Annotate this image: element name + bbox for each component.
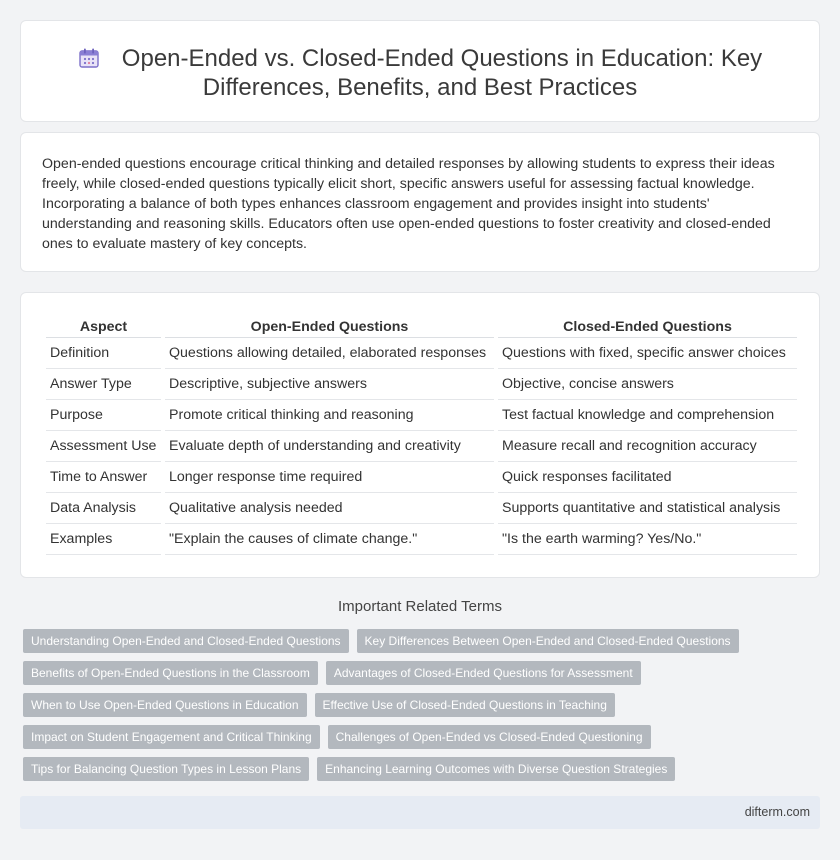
related-term-tag[interactable]: Advantages of Closed-Ended Questions for Assessment — [326, 661, 641, 685]
related-term-tag[interactable]: Impact on Student Engagement and Critical Thinking — [23, 725, 320, 749]
row-open: Promote critical thinking and reasoning — [165, 400, 494, 431]
related-term-tag[interactable]: When to Use Open-Ended Questions in Education — [23, 693, 307, 717]
row-closed: Quick responses facilitated — [498, 462, 797, 493]
intro-paragraph: Open-ended questions encourage critical thinking and detailed responses by allowing students to express their ideas freely, while closed-ended questions typically elicit short, specific answers useful for assessing factual knowledge. Incorporating a balance of both types enhances classroom engagement and provides insight into students' understanding and reasoning skills. Educators often use open-ended questions to foster creativity and closed-ended ones to evaluate mastery of key concepts. — [42, 156, 775, 252]
related-term-tag[interactable]: Tips for Balancing Question Types in Lesson Plans — [23, 757, 309, 781]
row-open: "Explain the causes of climate change." — [165, 524, 494, 555]
title-card — [20, 20, 820, 122]
tag-row — [23, 725, 817, 757]
related-term-tag[interactable]: Challenges of Open-Ended vs Closed-Ended Questioning — [328, 725, 651, 749]
row-aspect: Time to Answer — [46, 462, 161, 493]
row-aspect: Examples — [46, 524, 161, 555]
table-row — [46, 338, 797, 369]
related-term-tag[interactable]: Effective Use of Closed-Ended Questions in Teaching — [315, 693, 615, 717]
tag-row — [23, 629, 817, 661]
related-terms-list — [23, 629, 817, 789]
footer-bar — [20, 796, 820, 829]
comparison-table — [42, 314, 801, 555]
header-open-ended: Open-Ended Questions — [165, 314, 494, 338]
related-term-tag[interactable]: Benefits of Open-Ended Questions in the Classroom — [23, 661, 318, 685]
related-term-tag[interactable]: Key Differences Between Open-Ended and Closed-Ended Questions — [357, 629, 739, 653]
header-aspect: Aspect — [46, 314, 161, 338]
related-terms-heading: Important Related Terms — [338, 598, 502, 615]
row-closed: "Is the earth warming? Yes/No." — [498, 524, 797, 555]
row-open: Longer response time required — [165, 462, 494, 493]
calendar-icon — [78, 47, 100, 69]
row-aspect: Data Analysis — [46, 493, 161, 524]
row-open: Descriptive, subjective answers — [165, 369, 494, 400]
table-row — [46, 524, 797, 555]
table-header-row — [46, 314, 797, 338]
related-term-tag[interactable]: Enhancing Learning Outcomes with Diverse Question Strategies — [317, 757, 675, 781]
tag-row — [23, 693, 817, 725]
title-line-1: Open-Ended vs. Closed-Ended Questions in Education: Key — [121, 45, 763, 72]
row-aspect: Definition — [46, 338, 161, 369]
tag-row — [23, 661, 817, 693]
row-closed: Objective, concise answers — [498, 369, 797, 400]
title-line-2: Differences, Benefits, and Best Practices — [202, 74, 638, 101]
header-closed-ended: Closed-Ended Questions — [498, 314, 797, 338]
table-row — [46, 369, 797, 400]
intro-card — [20, 132, 820, 272]
row-open: Evaluate depth of understanding and creativity — [165, 431, 494, 462]
table-row — [46, 462, 797, 493]
page-title — [21, 44, 819, 102]
row-closed: Questions with fixed, specific answer choices — [498, 338, 797, 369]
tag-row — [23, 757, 817, 789]
table-row — [46, 400, 797, 431]
row-aspect: Assessment Use — [46, 431, 161, 462]
row-aspect: Answer Type — [46, 369, 161, 400]
footer-site-link[interactable]: difterm.com — [744, 805, 810, 819]
table-row — [46, 493, 797, 524]
row-aspect: Purpose — [46, 400, 161, 431]
related-term-tag[interactable]: Understanding Open-Ended and Closed-Ended Questions — [23, 629, 349, 653]
row-open: Questions allowing detailed, elaborated responses — [165, 338, 494, 369]
row-closed: Measure recall and recognition accuracy — [498, 431, 797, 462]
table-row — [46, 431, 797, 462]
row-closed: Supports quantitative and statistical analysis — [498, 493, 797, 524]
comparison-card — [20, 292, 820, 578]
row-open: Qualitative analysis needed — [165, 493, 494, 524]
row-closed: Test factual knowledge and comprehension — [498, 400, 797, 431]
